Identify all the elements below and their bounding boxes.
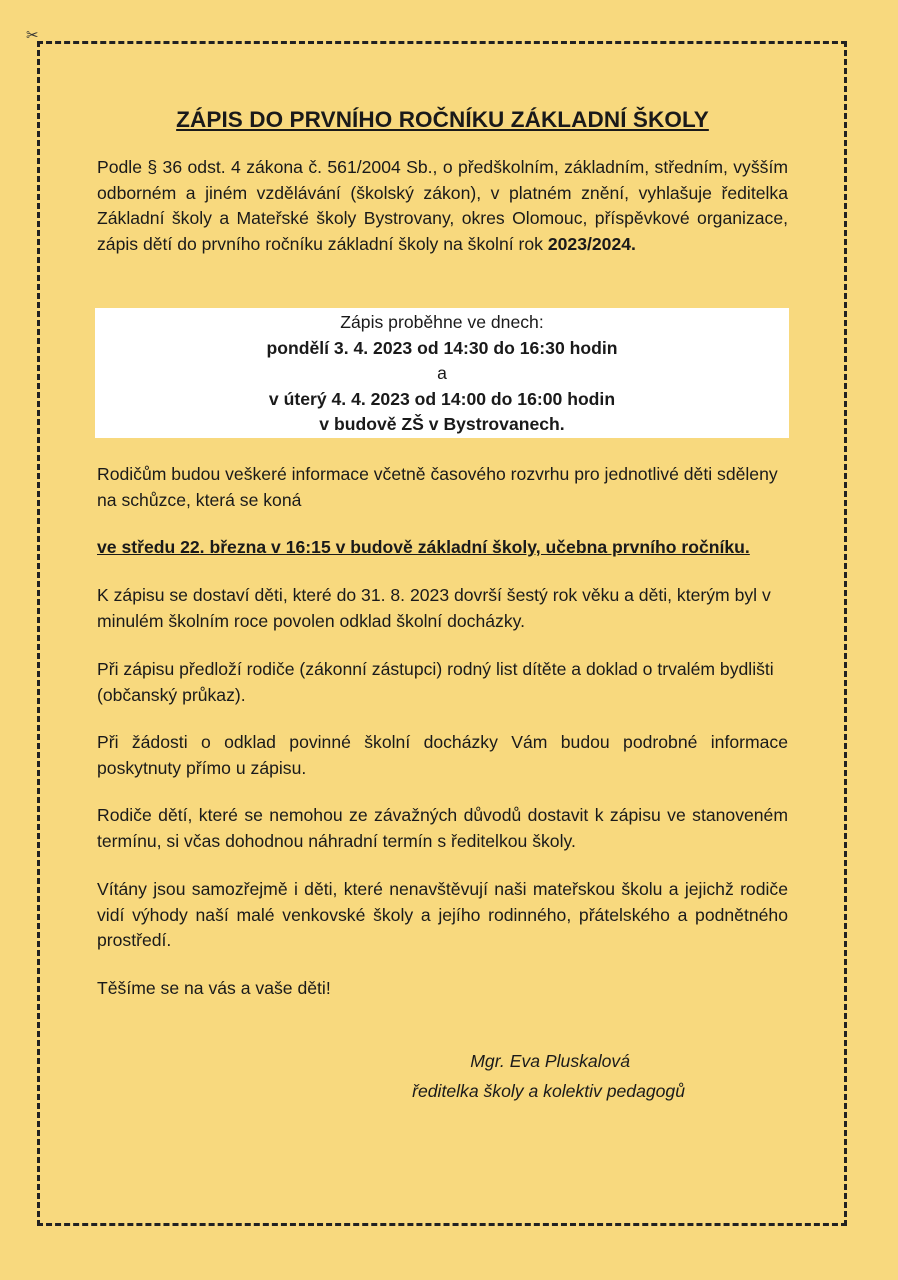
paragraph-closing: Těšíme se na vás a vaše děti!	[97, 978, 331, 998]
paragraph-welcome: Vítány jsou samozřejmě i děti, které nenavštěvují naši mateřskou školu a jejichž rodiče vidí výhody naší malé venkovské školy a jejího rodinného, přátelského a podnětného prostředí.	[97, 879, 788, 950]
page-title: ZÁPIS DO PRVNÍHO ROČNÍKU ZÁKLADNÍ ŠKOLY	[176, 107, 709, 132]
paragraph-deferral: Při žádosti o odklad povinné školní docházky Vám budou podrobné informace poskytnuty přímo u zápisu.	[97, 732, 788, 778]
school-year: 2023/2024.	[547, 233, 636, 254]
paragraph-documents: Při zápisu předloží rodiče (zákonní zástupci) rodný list dítěte a doklad o trvalém bydlišti (občanský průkaz).	[97, 659, 774, 705]
meeting-date: ve středu 22. března v 16:15 v budově základní školy, učebna prvního ročníku.	[97, 537, 750, 557]
intro-text: Podle § 36 odst. 4 zákona č. 561/2004 Sb., o předškolním, základním, středním, vyšším odborném a jiném vzdělávání (školský zákon), v platném znění, vyhlašuje ředitelka Základní školy a Mateřské školy Bystrovany, okres Olomouc, příspěvkové organizace, zápis dětí do prvního ročníku základní školy na školní rok	[97, 157, 788, 254]
paragraph-eligibility: K zápisu se dostaví děti, které do 31. 8. 2023 dovrší šestý rok věku a děti, kterým byl v minulém školním roce povolen odklad školní docházky.	[97, 585, 771, 631]
signature-name: Mgr. Eva Pluskalová	[470, 1051, 630, 1071]
schedule-place: v budově ZŠ v Bystrovanech.	[319, 414, 565, 434]
scissors-icon: ✂	[26, 27, 39, 44]
schedule-day-2: v úterý 4. 4. 2023 od 14:00 do 16:00 hodin	[268, 388, 616, 409]
schedule-box	[95, 308, 789, 438]
schedule-day-1: pondělí 3. 4. 2023 od 14:30 do 16:30 hodin	[266, 337, 618, 358]
schedule-conjunction: a	[437, 363, 447, 383]
meeting-paragraph: Rodičům budou veškeré informace včetně časového rozvrhu pro jednotlivé děti sděleny na schůzce, která se koná	[97, 464, 778, 510]
schedule-heading: Zápis proběhne ve dnech:	[340, 312, 544, 332]
paragraph-alternate-date: Rodiče dětí, které se nemohou ze závažných důvodů dostavit k zápisu ve stanoveném termínu, si včas dohodnou náhradní termín s ředitelkou školy.	[97, 805, 788, 851]
signature	[400, 1046, 685, 1106]
intro-paragraph	[97, 155, 788, 257]
signature-role: ředitelka školy a kolektiv pedagogů	[412, 1081, 685, 1101]
